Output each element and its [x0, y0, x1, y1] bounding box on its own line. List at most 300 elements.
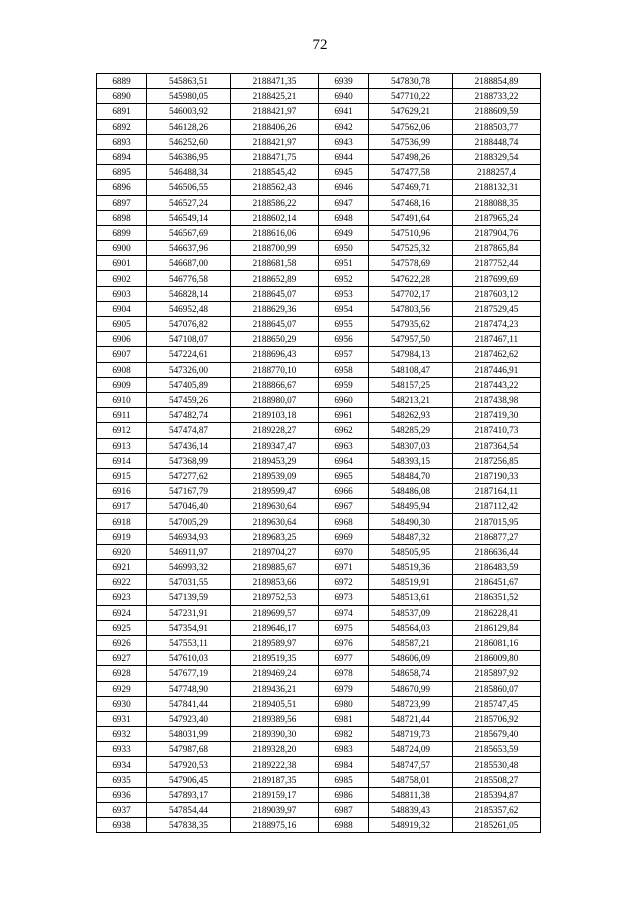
x-coordinate-right: 547491,64 [369, 210, 453, 225]
y-coordinate-left: 2188425,21 [231, 89, 319, 104]
x-coordinate-right: 548393,15 [369, 453, 453, 468]
y-coordinate-left: 2188866,67 [231, 377, 319, 392]
point-number-right: 6978 [319, 666, 369, 681]
x-coordinate-left: 546934,93 [147, 529, 231, 544]
y-coordinate-right: 2187904,76 [453, 225, 541, 240]
y-coordinate-left: 2189752,53 [231, 590, 319, 605]
y-coordinate-right: 2186877,27 [453, 529, 541, 544]
y-coordinate-right: 2187752,44 [453, 256, 541, 271]
point-number-left: 6936 [97, 787, 147, 802]
x-coordinate-right: 548307,03 [369, 438, 453, 453]
y-coordinate-left: 2189039,97 [231, 803, 319, 818]
x-coordinate-left: 547553,11 [147, 635, 231, 650]
y-coordinate-left: 2189630,64 [231, 514, 319, 529]
point-number-left: 6909 [97, 377, 147, 392]
x-coordinate-left: 547277,62 [147, 468, 231, 483]
point-number-left: 6891 [97, 104, 147, 119]
point-number-left: 6902 [97, 271, 147, 286]
table-row [97, 408, 541, 423]
table-row [97, 787, 541, 802]
x-coordinate-left: 547923,40 [147, 711, 231, 726]
y-coordinate-left: 2188980,07 [231, 392, 319, 407]
x-coordinate-right: 547629,21 [369, 104, 453, 119]
point-number-right: 6950 [319, 241, 369, 256]
table-row [97, 696, 541, 711]
point-number-right: 6948 [319, 210, 369, 225]
x-coordinate-right: 548486,08 [369, 484, 453, 499]
page-number: 72 [312, 37, 328, 53]
table-row [97, 803, 541, 818]
x-coordinate-left: 546952,48 [147, 301, 231, 316]
x-coordinate-right: 547468,16 [369, 195, 453, 210]
point-number-left: 6918 [97, 514, 147, 529]
y-coordinate-left: 2188645,07 [231, 317, 319, 332]
table-row [97, 757, 541, 772]
table-row [97, 271, 541, 286]
x-coordinate-right: 548157,25 [369, 377, 453, 392]
y-coordinate-right: 2187410,73 [453, 423, 541, 438]
point-number-right: 6957 [319, 347, 369, 362]
table-row [97, 529, 541, 544]
point-number-right: 6970 [319, 544, 369, 559]
point-number-right: 6977 [319, 651, 369, 666]
table-row [97, 377, 541, 392]
y-coordinate-right: 2185679,40 [453, 727, 541, 742]
point-number-right: 6974 [319, 605, 369, 620]
y-coordinate-right: 2188503,77 [453, 119, 541, 134]
table-row [97, 544, 541, 559]
y-coordinate-left: 2188471,35 [231, 74, 319, 89]
x-coordinate-right: 548484,70 [369, 468, 453, 483]
point-number-left: 6892 [97, 119, 147, 134]
table-row [97, 180, 541, 195]
x-coordinate-left: 546911,97 [147, 544, 231, 559]
y-coordinate-left: 2188616,06 [231, 225, 319, 240]
x-coordinate-right: 548564,03 [369, 620, 453, 635]
x-coordinate-right: 547525,32 [369, 241, 453, 256]
x-coordinate-left: 546637,96 [147, 241, 231, 256]
point-number-left: 6933 [97, 742, 147, 757]
y-coordinate-right: 2186228,41 [453, 605, 541, 620]
x-coordinate-right: 548724,09 [369, 742, 453, 757]
point-number-left: 6893 [97, 134, 147, 149]
y-coordinate-right: 2187467,11 [453, 332, 541, 347]
x-coordinate-right: 548670,99 [369, 681, 453, 696]
point-number-left: 6916 [97, 484, 147, 499]
point-number-right: 6972 [319, 575, 369, 590]
point-number-right: 6971 [319, 560, 369, 575]
point-number-left: 6927 [97, 651, 147, 666]
y-coordinate-right: 2187190,33 [453, 468, 541, 483]
point-number-right: 6986 [319, 787, 369, 802]
x-coordinate-left: 546828,14 [147, 286, 231, 301]
y-coordinate-right: 2185394,87 [453, 787, 541, 802]
point-number-right: 6944 [319, 149, 369, 164]
point-number-left: 6901 [97, 256, 147, 271]
x-coordinate-left: 547046,40 [147, 499, 231, 514]
y-coordinate-left: 2189103,18 [231, 408, 319, 423]
y-coordinate-left: 2189228,27 [231, 423, 319, 438]
y-coordinate-right: 2186081,16 [453, 635, 541, 650]
y-coordinate-left: 2188700,99 [231, 241, 319, 256]
point-number-left: 6896 [97, 180, 147, 195]
point-number-right: 6946 [319, 180, 369, 195]
y-coordinate-left: 2188681,58 [231, 256, 319, 271]
x-coordinate-left: 546128,26 [147, 119, 231, 134]
y-coordinate-right: 2187603,12 [453, 286, 541, 301]
table-row [97, 605, 541, 620]
y-coordinate-right: 2188329,54 [453, 149, 541, 164]
point-number-right: 6960 [319, 392, 369, 407]
point-number-left: 6913 [97, 438, 147, 453]
y-coordinate-right: 2187256,85 [453, 453, 541, 468]
x-coordinate-left: 547841,44 [147, 696, 231, 711]
table-row [97, 575, 541, 590]
table-row [97, 104, 541, 119]
y-coordinate-left: 2189519,35 [231, 651, 319, 666]
x-coordinate-right: 548587,21 [369, 635, 453, 650]
point-number-right: 6962 [319, 423, 369, 438]
table-row [97, 590, 541, 605]
table-row [97, 620, 541, 635]
table-row [97, 711, 541, 726]
y-coordinate-right: 2185530,48 [453, 757, 541, 772]
point-number-left: 6938 [97, 818, 147, 833]
x-coordinate-left: 547354,91 [147, 620, 231, 635]
x-coordinate-right: 548537,09 [369, 605, 453, 620]
x-coordinate-left: 547326,00 [147, 362, 231, 377]
y-coordinate-right: 2187164,11 [453, 484, 541, 499]
table-row [97, 89, 541, 104]
y-coordinate-left: 2189159,17 [231, 787, 319, 802]
x-coordinate-left: 547231,91 [147, 605, 231, 620]
x-coordinate-right: 547622,28 [369, 271, 453, 286]
point-number-right: 6956 [319, 332, 369, 347]
y-coordinate-left: 2188602,14 [231, 210, 319, 225]
point-number-right: 6964 [319, 453, 369, 468]
x-coordinate-right: 548811,38 [369, 787, 453, 802]
x-coordinate-right: 547830,78 [369, 74, 453, 89]
x-coordinate-left: 547906,45 [147, 772, 231, 787]
x-coordinate-left: 547108,07 [147, 332, 231, 347]
x-coordinate-left: 546252,60 [147, 134, 231, 149]
point-number-right: 6968 [319, 514, 369, 529]
x-coordinate-right: 547498,26 [369, 149, 453, 164]
point-number-left: 6929 [97, 681, 147, 696]
x-coordinate-left: 547893,17 [147, 787, 231, 802]
table-row [97, 453, 541, 468]
x-coordinate-left: 547920,53 [147, 757, 231, 772]
x-coordinate-left: 547436,14 [147, 438, 231, 453]
y-coordinate-left: 2188562,43 [231, 180, 319, 195]
table-row [97, 149, 541, 164]
point-number-right: 6984 [319, 757, 369, 772]
y-coordinate-left: 2188421,97 [231, 134, 319, 149]
x-coordinate-left: 547139,59 [147, 590, 231, 605]
x-coordinate-left: 547838,35 [147, 818, 231, 833]
table-row [97, 256, 541, 271]
point-number-right: 6963 [319, 438, 369, 453]
table-row [97, 499, 541, 514]
y-coordinate-right: 2188257,4 [453, 165, 541, 180]
y-coordinate-right: 2188132,31 [453, 180, 541, 195]
y-coordinate-left: 2189699,57 [231, 605, 319, 620]
point-number-right: 6979 [319, 681, 369, 696]
point-number-right: 6965 [319, 468, 369, 483]
x-coordinate-right: 548108,47 [369, 362, 453, 377]
point-number-left: 6907 [97, 347, 147, 362]
point-number-right: 6953 [319, 286, 369, 301]
y-coordinate-left: 2189222,38 [231, 757, 319, 772]
table-row [97, 195, 541, 210]
y-coordinate-left: 2188586,22 [231, 195, 319, 210]
point-number-left: 6932 [97, 727, 147, 742]
x-coordinate-left: 547474,87 [147, 423, 231, 438]
y-coordinate-right: 2187529,45 [453, 301, 541, 316]
y-coordinate-left: 2188975,16 [231, 818, 319, 833]
coordinates-table-body [97, 74, 541, 833]
point-number-left: 6897 [97, 195, 147, 210]
y-coordinate-left: 2189885,67 [231, 560, 319, 575]
point-number-left: 6917 [97, 499, 147, 514]
x-coordinate-right: 548519,91 [369, 575, 453, 590]
y-coordinate-right: 2185747,45 [453, 696, 541, 711]
x-coordinate-right: 548213,21 [369, 392, 453, 407]
y-coordinate-right: 2186009,80 [453, 651, 541, 666]
x-coordinate-right: 548495,94 [369, 499, 453, 514]
point-number-left: 6906 [97, 332, 147, 347]
x-coordinate-right: 548747,57 [369, 757, 453, 772]
table-row [97, 560, 541, 575]
x-coordinate-right: 548758,01 [369, 772, 453, 787]
point-number-left: 6931 [97, 711, 147, 726]
x-coordinate-left: 547459,26 [147, 392, 231, 407]
y-coordinate-right: 2185860,07 [453, 681, 541, 696]
y-coordinate-right: 2188609,59 [453, 104, 541, 119]
point-number-right: 6981 [319, 711, 369, 726]
x-coordinate-left: 547031,55 [147, 575, 231, 590]
point-number-left: 6912 [97, 423, 147, 438]
x-coordinate-right: 547957,50 [369, 332, 453, 347]
x-coordinate-left: 547076,82 [147, 317, 231, 332]
point-number-left: 6900 [97, 241, 147, 256]
point-number-left: 6928 [97, 666, 147, 681]
y-coordinate-right: 2187443,22 [453, 377, 541, 392]
point-number-left: 6930 [97, 696, 147, 711]
y-coordinate-right: 2187474,23 [453, 317, 541, 332]
point-number-right: 6954 [319, 301, 369, 316]
table-row [97, 241, 541, 256]
y-coordinate-right: 2185653,59 [453, 742, 541, 757]
x-coordinate-right: 548723,99 [369, 696, 453, 711]
point-number-right: 6966 [319, 484, 369, 499]
y-coordinate-left: 2188629,36 [231, 301, 319, 316]
coordinates-table [96, 73, 541, 833]
point-number-right: 6987 [319, 803, 369, 818]
y-coordinate-right: 2185261,05 [453, 818, 541, 833]
y-coordinate-right: 2187015,95 [453, 514, 541, 529]
table-row [97, 438, 541, 453]
point-number-right: 6958 [319, 362, 369, 377]
y-coordinate-left: 2189390,30 [231, 727, 319, 742]
x-coordinate-left: 546687,00 [147, 256, 231, 271]
table-row [97, 468, 541, 483]
point-number-right: 6943 [319, 134, 369, 149]
point-number-left: 6895 [97, 165, 147, 180]
x-coordinate-right: 547803,56 [369, 301, 453, 316]
point-number-left: 6894 [97, 149, 147, 164]
point-number-right: 6941 [319, 104, 369, 119]
x-coordinate-right: 548919,32 [369, 818, 453, 833]
table-row [97, 332, 541, 347]
x-coordinate-left: 547167,79 [147, 484, 231, 499]
point-number-left: 6899 [97, 225, 147, 240]
point-number-right: 6961 [319, 408, 369, 423]
point-number-right: 6988 [319, 818, 369, 833]
y-coordinate-right: 2185897,92 [453, 666, 541, 681]
point-number-right: 6951 [319, 256, 369, 271]
x-coordinate-right: 547477,58 [369, 165, 453, 180]
point-number-left: 6924 [97, 605, 147, 620]
x-coordinate-right: 548839,43 [369, 803, 453, 818]
table-row [97, 74, 541, 89]
x-coordinate-right: 548658,74 [369, 666, 453, 681]
point-number-left: 6919 [97, 529, 147, 544]
y-coordinate-left: 2188471,75 [231, 149, 319, 164]
y-coordinate-left: 2189187,35 [231, 772, 319, 787]
y-coordinate-left: 2188406,26 [231, 119, 319, 134]
x-coordinate-left: 545863,51 [147, 74, 231, 89]
y-coordinate-left: 2189853,66 [231, 575, 319, 590]
x-coordinate-left: 547224,61 [147, 347, 231, 362]
table-row [97, 651, 541, 666]
point-number-right: 6969 [319, 529, 369, 544]
y-coordinate-right: 2186351,52 [453, 590, 541, 605]
point-number-right: 6976 [319, 635, 369, 650]
table-row [97, 301, 541, 316]
x-coordinate-right: 547562,06 [369, 119, 453, 134]
point-number-right: 6985 [319, 772, 369, 787]
x-coordinate-right: 547578,69 [369, 256, 453, 271]
point-number-left: 6908 [97, 362, 147, 377]
y-coordinate-left: 2189436,21 [231, 681, 319, 696]
y-coordinate-right: 2187438,98 [453, 392, 541, 407]
y-coordinate-right: 2188733,22 [453, 89, 541, 104]
x-coordinate-right: 547702,17 [369, 286, 453, 301]
point-number-right: 6945 [319, 165, 369, 180]
table-row [97, 392, 541, 407]
x-coordinate-left: 546506,55 [147, 180, 231, 195]
point-number-right: 6942 [319, 119, 369, 134]
point-number-left: 6890 [97, 89, 147, 104]
point-number-right: 6939 [319, 74, 369, 89]
table-row [97, 423, 541, 438]
point-number-right: 6980 [319, 696, 369, 711]
y-coordinate-right: 2187364,54 [453, 438, 541, 453]
x-coordinate-left: 548031,99 [147, 727, 231, 742]
table-row [97, 742, 541, 757]
x-coordinate-right: 548606,09 [369, 651, 453, 666]
table-row [97, 514, 541, 529]
x-coordinate-left: 547987,68 [147, 742, 231, 757]
x-coordinate-left: 546386,95 [147, 149, 231, 164]
x-coordinate-left: 546567,69 [147, 225, 231, 240]
point-number-left: 6905 [97, 317, 147, 332]
y-coordinate-left: 2189599,47 [231, 484, 319, 499]
y-coordinate-left: 2189328,20 [231, 742, 319, 757]
x-coordinate-right: 547984,13 [369, 347, 453, 362]
y-coordinate-left: 2189630,64 [231, 499, 319, 514]
x-coordinate-right: 547510,96 [369, 225, 453, 240]
x-coordinate-left: 547748,90 [147, 681, 231, 696]
y-coordinate-right: 2185508,27 [453, 772, 541, 787]
x-coordinate-right: 548721,44 [369, 711, 453, 726]
y-coordinate-left: 2189389,56 [231, 711, 319, 726]
x-coordinate-left: 546776,58 [147, 271, 231, 286]
point-number-right: 6973 [319, 590, 369, 605]
point-number-left: 6910 [97, 392, 147, 407]
x-coordinate-right: 548285,29 [369, 423, 453, 438]
y-coordinate-left: 2189469,24 [231, 666, 319, 681]
table-row [97, 484, 541, 499]
x-coordinate-left: 547854,44 [147, 803, 231, 818]
y-coordinate-right: 2186129,84 [453, 620, 541, 635]
y-coordinate-right: 2186451,67 [453, 575, 541, 590]
table-row [97, 635, 541, 650]
table-row [97, 225, 541, 240]
point-number-left: 6920 [97, 544, 147, 559]
x-coordinate-left: 547005,29 [147, 514, 231, 529]
point-number-left: 6935 [97, 772, 147, 787]
x-coordinate-right: 548262,93 [369, 408, 453, 423]
point-number-right: 6959 [319, 377, 369, 392]
point-number-right: 6982 [319, 727, 369, 742]
table-row [97, 119, 541, 134]
point-number-left: 6915 [97, 468, 147, 483]
table-row [97, 286, 541, 301]
x-coordinate-right: 547536,99 [369, 134, 453, 149]
table-row [97, 772, 541, 787]
y-coordinate-right: 2187446,91 [453, 362, 541, 377]
y-coordinate-left: 2189347,47 [231, 438, 319, 453]
x-coordinate-right: 548513,61 [369, 590, 453, 605]
x-coordinate-left: 547368,99 [147, 453, 231, 468]
table-row [97, 210, 541, 225]
point-number-left: 6914 [97, 453, 147, 468]
y-coordinate-right: 2185357,62 [453, 803, 541, 818]
point-number-left: 6926 [97, 635, 147, 650]
point-number-left: 6921 [97, 560, 147, 575]
x-coordinate-left: 546003,92 [147, 104, 231, 119]
y-coordinate-right: 2188854,89 [453, 74, 541, 89]
y-coordinate-right: 2187112,42 [453, 499, 541, 514]
x-coordinate-right: 548490,30 [369, 514, 453, 529]
x-coordinate-right: 548519,36 [369, 560, 453, 575]
y-coordinate-left: 2188696,43 [231, 347, 319, 362]
y-coordinate-left: 2188652,89 [231, 271, 319, 286]
y-coordinate-right: 2187965,24 [453, 210, 541, 225]
table-row [97, 727, 541, 742]
x-coordinate-left: 547405,89 [147, 377, 231, 392]
x-coordinate-left: 545980,05 [147, 89, 231, 104]
point-number-left: 6898 [97, 210, 147, 225]
point-number-left: 6934 [97, 757, 147, 772]
y-coordinate-left: 2188650,29 [231, 332, 319, 347]
x-coordinate-right: 547710,22 [369, 89, 453, 104]
point-number-left: 6923 [97, 590, 147, 605]
x-coordinate-left: 547610,03 [147, 651, 231, 666]
y-coordinate-left: 2189683,25 [231, 529, 319, 544]
